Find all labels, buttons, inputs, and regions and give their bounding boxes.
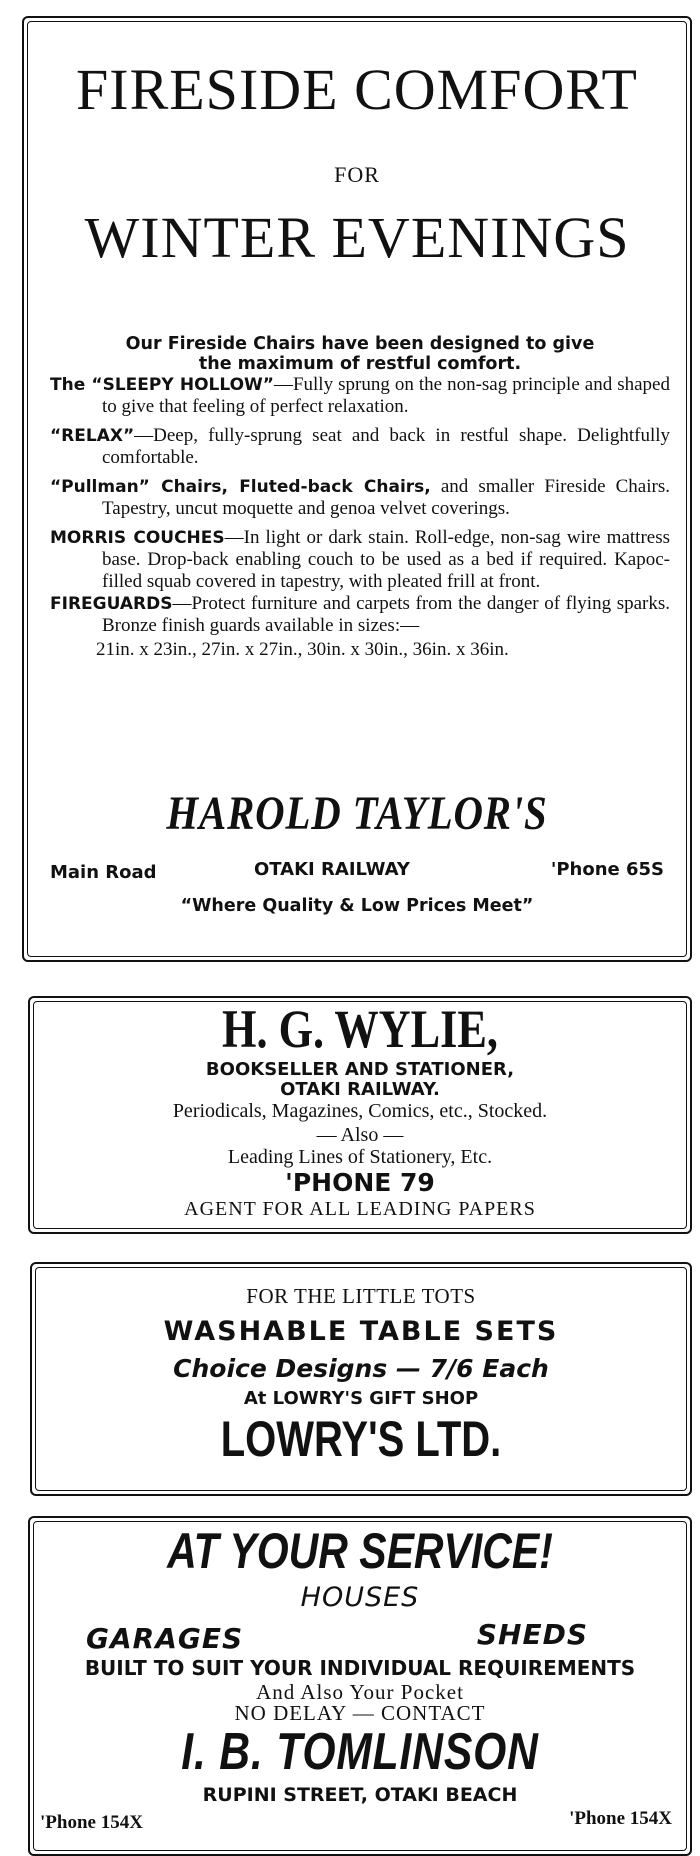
item-text: —Fully sprung on the non-sag principle and shaped to give that feeling of perfect relaxation. (102, 374, 670, 417)
item-morris-couches (50, 527, 670, 593)
item-text: —Protect furniture and carpets from the danger of flying sparks. Bronze finish guards available in sizes:— (102, 593, 670, 636)
address-center: OTAKI RAILWAY (254, 859, 410, 880)
tomlinson-phone-right: 'Phone 154X (569, 1808, 672, 1829)
tomlinson-line-2: And Also Your Pocket (256, 1680, 464, 1704)
brand-harold-taylors: HAROLD TAYLOR'S (166, 787, 548, 840)
tomlinson-address: RUPINI STREET, OTAKI BEACH (202, 1784, 518, 1806)
item-text: —In light or dark stain. Roll-edge, non-sag wire mattress base. Drop-back enabling couch to be used as a bed if required. Kapoc-filled squab covered in tapestry, with pleated frill at front. (102, 527, 670, 592)
item-lead: The “SLEEPY HOLLOW” (50, 375, 274, 395)
item-sleepy-hollow (50, 374, 670, 418)
wylie-line-6: AGENT FOR ALL LEADING PAPERS (184, 1198, 536, 1220)
item-lead: “Pullman” Chairs, Fluted-back Chairs, (50, 477, 431, 497)
tomlinson-garages: GARAGES (86, 1622, 244, 1655)
lowrys-line-3: Choice Designs — 7/6 Each (173, 1354, 549, 1383)
headline-winter-evenings: WINTER EVENINGS (84, 205, 630, 270)
item-lead: FIREGUARDS (50, 594, 173, 614)
fireguard-sizes: 21in. x 23in., 27in. x 27in., 30in. x 30in., 36in. x 36in. (96, 639, 509, 660)
item-pullman (50, 476, 670, 520)
item-text: and smaller Fireside Chairs. Tapestry, uncut moquette and genoa velvet coverings. (102, 476, 670, 519)
headline-for: FOR (334, 162, 380, 187)
intro-text: Our Fireside Chairs have been designed to give the maximum of restful comfort. (125, 334, 595, 374)
address-left: Main Road (50, 862, 157, 883)
address-phone: 'Phone 65S (550, 859, 664, 880)
tomlinson-sheds: SHEDS (476, 1618, 588, 1651)
tomlinson-phone-left: 'Phone 154X (40, 1812, 143, 1833)
tomlinson-headline: AT YOUR SERVICE! (167, 1523, 553, 1579)
wylie-line-3: Periodicals, Magazines, Comics, etc., Stocked. (172, 1100, 548, 1122)
lowrys-line-2: WASHABLE TABLE SETS (163, 1316, 559, 1347)
wylie-line-2: OTAKI RAILWAY. (280, 1079, 440, 1100)
ad-lowrys (30, 1262, 692, 1496)
ad-body (50, 334, 670, 661)
lowrys-line-4: At LOWRY'S GIFT SHOP (243, 1388, 479, 1409)
item-lead: MORRIS COUCHES (50, 528, 225, 548)
ad-tomlinson (28, 1516, 692, 1856)
item-text: —Deep, fully-sprung seat and back in restful shape. Delightfully comfortable. (102, 425, 670, 468)
tomlinson-line-1: BUILT TO SUIT YOUR INDIVIDUAL REQUIREMENTS (84, 1656, 636, 1680)
slogan: “Where Quality & Low Prices Meet” (180, 896, 534, 916)
item-relax (50, 425, 670, 469)
wylie-line-1: BOOKSELLER AND STATIONER, (205, 1059, 515, 1080)
wylie-line-5: Leading Lines of Stationery, Etc. (227, 1146, 493, 1168)
item-lead: “RELAX” (50, 426, 135, 446)
lowrys-brand: LOWRY'S LTD. (220, 1411, 502, 1467)
ad-harold-taylors (22, 16, 692, 962)
item-fireguards (50, 593, 670, 637)
wylie-line-4: — Also — (316, 1124, 404, 1146)
headline-fireside-comfort: FIRESIDE COMFORT (76, 57, 638, 122)
wylie-name: H. G. WYLIE, (221, 999, 498, 1059)
wylie-phone: 'PHONE 79 (285, 1168, 435, 1197)
lowrys-line-1: FOR THE LITTLE TOTS (246, 1284, 476, 1308)
tomlinson-line-3: NO DELAY — CONTACT (234, 1701, 486, 1725)
tomlinson-houses: HOUSES (300, 1582, 420, 1613)
tomlinson-name: I. B. TOMLINSON (181, 1723, 539, 1781)
ad-hg-wylie (28, 996, 692, 1234)
